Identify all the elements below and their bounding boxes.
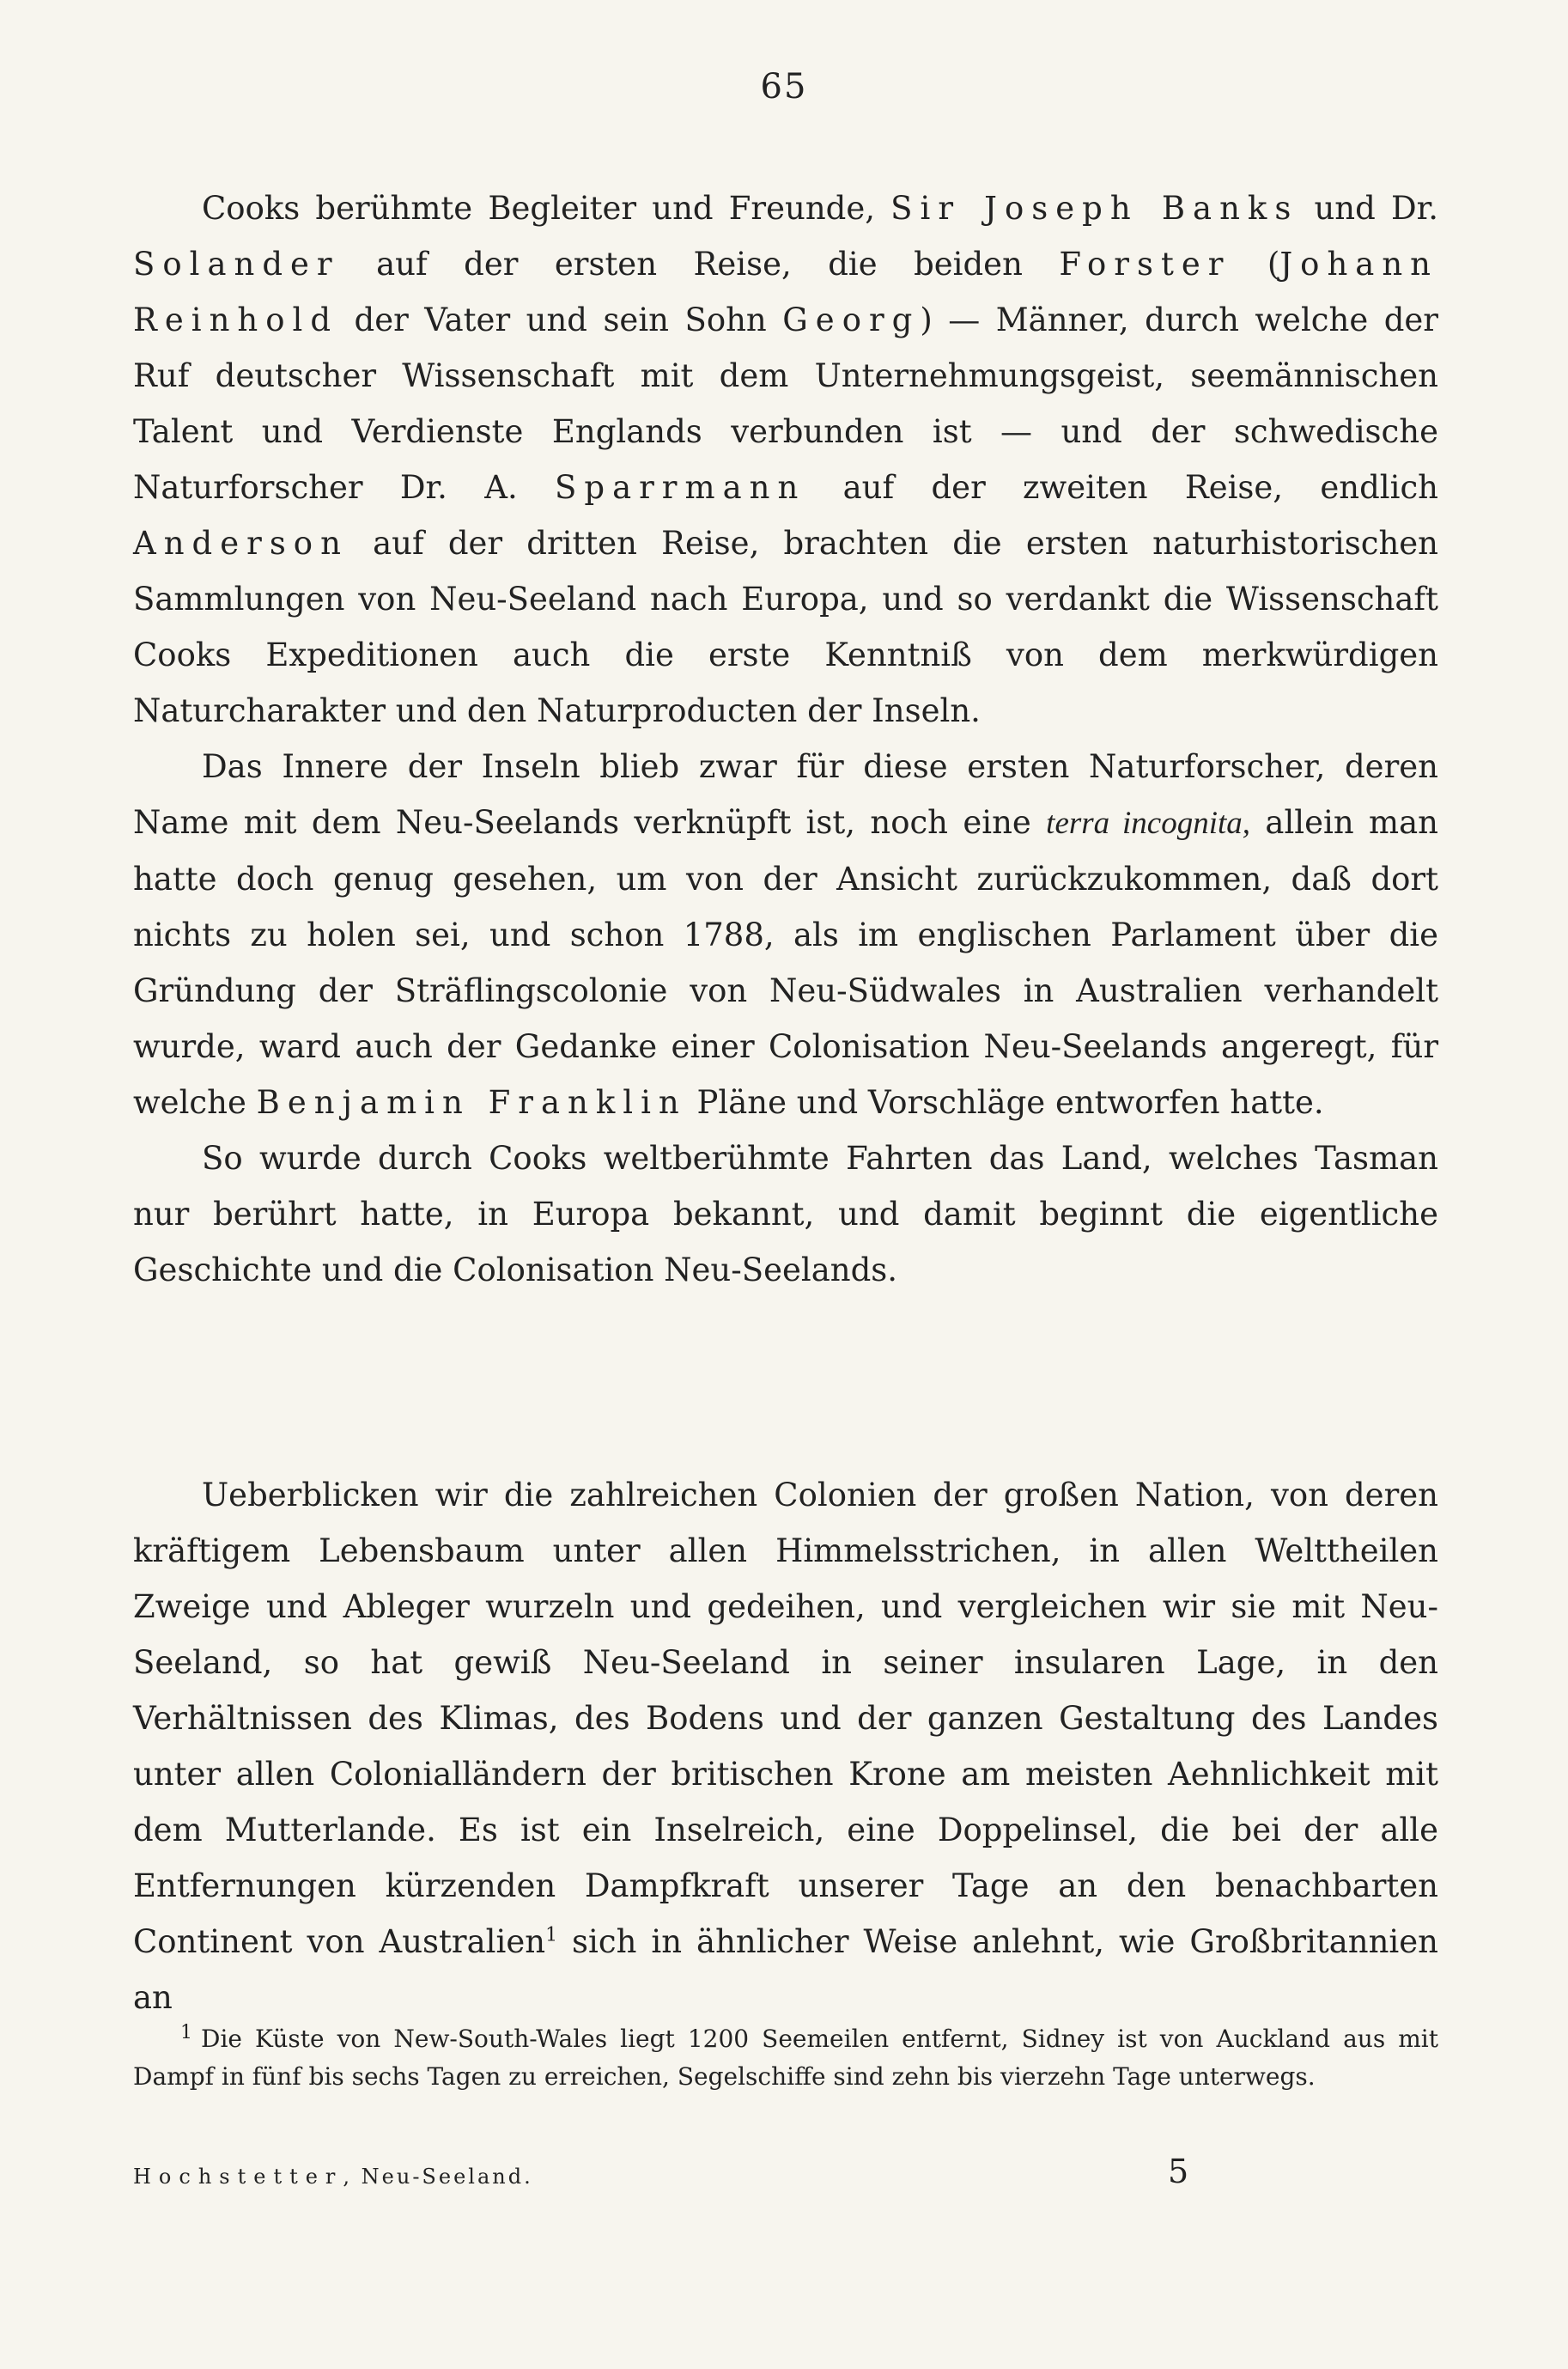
name-banks: Sir Joseph Banks [890, 190, 1299, 227]
text-block-top [133, 180, 1438, 1298]
name-sparrmann: Sparrmann [555, 469, 806, 506]
footer-author: Hochstetter [133, 2165, 343, 2189]
name-georg: Georg [782, 301, 921, 338]
paragraph-cook-companions: Cooks berühmte Begleiter und Freunde, Sir Joseph Banks und Dr. Solander auf der ersten Reise, die beiden Forster (Johann Reinhold der Vater und sein Sohn Georg) — Männer, durch welche der Ruf deutscher Wissenschaft mit dem Unternehmungsgeist, seemännischen Talent und Verdienste Englands verbunden ist — und der schwedische Naturforscher Dr. A. Sparrmann auf der zweiten Reise, endlich Anderson auf der dritten Reise, brachten die ersten naturhistorischen Sammlungen von Neu-Seeland nach Europa, und so verdankt die Wissenschaft Cooks Expeditionen auch die erste Kenntniß von dem merkwürdigen Naturcharakter und den Naturproducten der Inseln. [133, 190, 1438, 729]
running-footer [133, 2165, 533, 2189]
paragraph-overview: Ueberblicken wir die zahlreichen Colonien der großen Nation, von deren kräftigem Lebensbaum unter allen Himmelsstrichen, in allen Welttheilen Zweige und Ableger wurzeln und gedeihen, und vergleichen wir sie mit Neu-Seeland, so hat gewiß Neu-Seeland in seiner insularen Lage, in den Verhältnissen des Klimas, des Bodens und der ganzen Gestaltung des Landes unter allen Colonialländern der britischen Krone am meisten Aehnlichkeit mit dem Mutterlande. Es ist ein Inselreich, eine Doppelinsel, die bei der alle Entfernungen kürzenden Dampfkraft unserer Tage an den benachbarten Continent von Australien$^1$ sich in ähnlicher Weise anlehnt, wie Großbritannien an [133, 1477, 1438, 2016]
latin-phrase: terra incognita, [1046, 806, 1251, 841]
name-forster: Forster [1059, 246, 1231, 283]
page-number: 65 [760, 67, 808, 107]
footnote [133, 2020, 1438, 2096]
footnote-reference[interactable]: 1 [545, 1924, 558, 1946]
paragraph-colonisation: So wurde durch Cooks weltberühmte Fahrten das Land, welches Tasman nur berührt hatte, in Europa bekannt, und damit beginnt die eigentliche Geschichte und die Colonisation Neu-Seelands. [133, 1140, 1438, 1288]
name-johann-reinhold: Johann Reinhold [133, 246, 1438, 338]
footnote-text: Die Küste von New-South-Wales liegt 1200 Seemeilen entfernt, Sidney ist von Auckland aus mit Dampf in fünf bis sechs Tagen zu erreichen, Segelschiffe sind zehn bis vierzehn Tage unterwegs. [133, 2025, 1438, 2091]
text-block-bottom [133, 1467, 1438, 2025]
name-franklin: Benjamin Franklin [256, 1084, 687, 1121]
signature-mark: 5 [1168, 2153, 1189, 2190]
paragraph-terra-incognita: Das Innere der Inseln blieb zwar für diese ersten Naturforscher, deren Name mit dem Neu-Seelands verknüpft ist, noch eine terra incognita, allein man hatte doch genug gesehen, um von der Ansicht zurückzukommen, daß dort nichts zu holen sei, und schon 1788, als im englischen Parlament über die Gründung der Sträflingscolonie von Neu-Südwales in Australien verhandelt wurde, ward auch der Gedanke einer Colonisation Neu-Seelands angeregt, für welche Benjamin Franklin Pläne und Vorschläge entworfen hatte. [133, 748, 1438, 1121]
name-anderson: Anderson [133, 525, 349, 562]
footer-title: , Neu-Seeland. [343, 2165, 533, 2189]
name-solander: Solander [133, 246, 340, 283]
footnote-marker: 1 [180, 2021, 192, 2043]
